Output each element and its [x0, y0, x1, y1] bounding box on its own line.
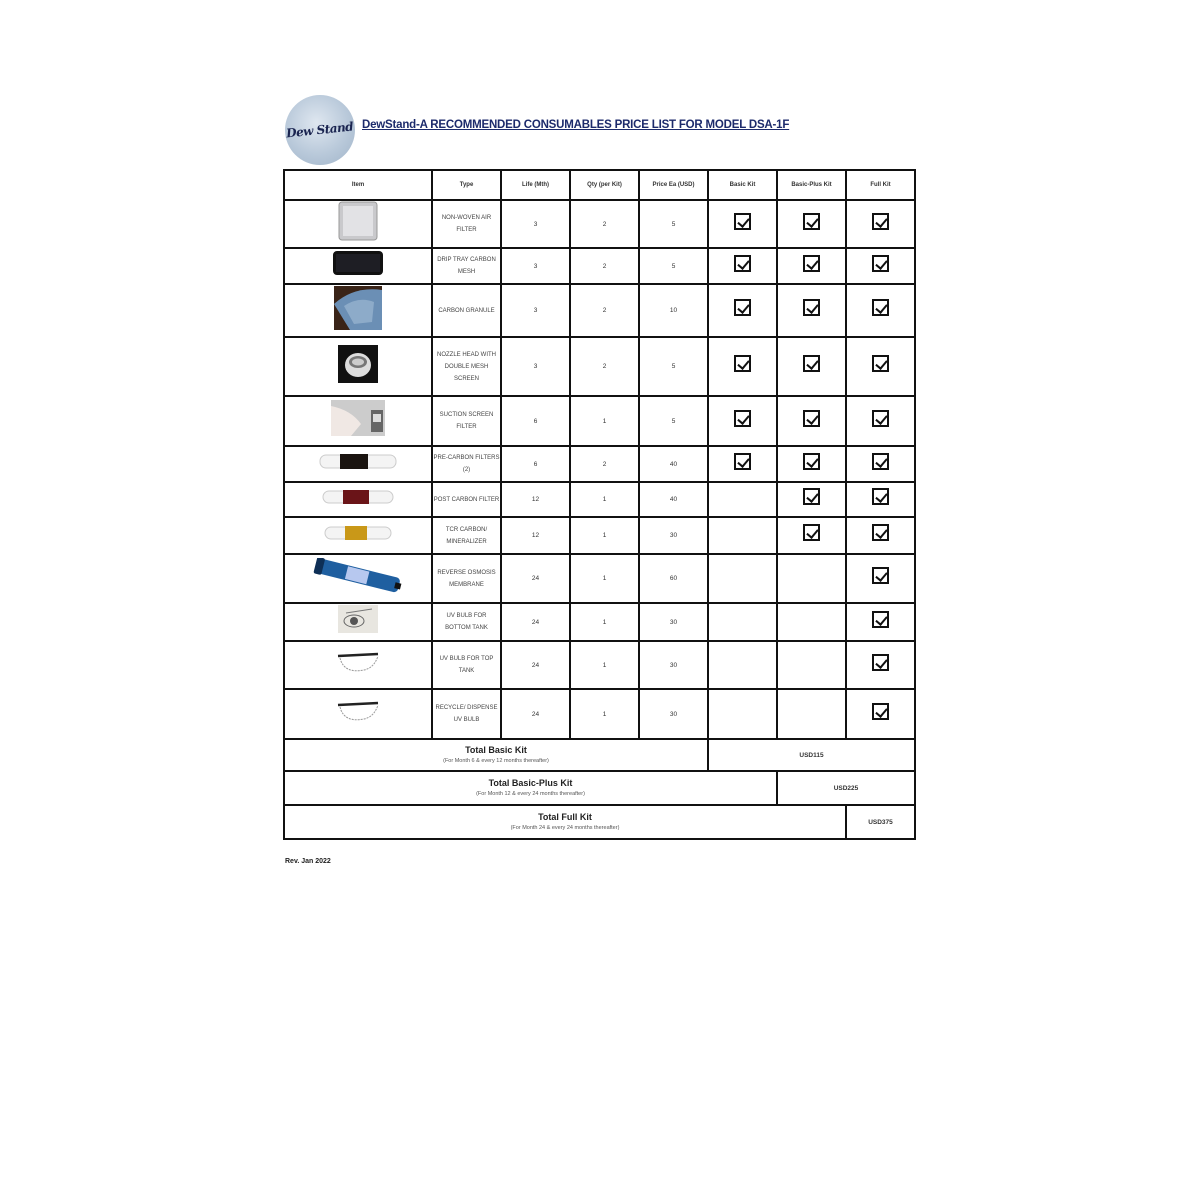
basic-kit-cell: [708, 689, 777, 739]
table-row: [284, 482, 915, 517]
full-kit-cell: [846, 689, 915, 739]
checkbox-checked-icon: [872, 611, 889, 628]
checkbox-checked-icon: [734, 453, 751, 470]
column-header-full-kit: Full Kit: [846, 170, 915, 200]
checkbox-checked-icon: [872, 255, 889, 272]
checkbox-checked-icon: [803, 453, 820, 470]
page-title: DewStand-A RECOMMENDED CONSUMABLES PRICE LIST FOR MODEL DSA-1F: [362, 119, 790, 131]
total-label-cell: [284, 771, 777, 805]
table-row: [284, 641, 915, 689]
ro-membrane-icon: [312, 558, 404, 600]
checkbox-checked-icon: [872, 453, 889, 470]
item-image-cell: [284, 446, 432, 482]
qty-cell: 1: [570, 554, 639, 603]
qty-cell: 2: [570, 446, 639, 482]
logo-text: Dew Stand: [285, 119, 355, 141]
full-kit-cell: [846, 482, 915, 517]
total-value: USD115: [708, 739, 915, 771]
uv-bulb-recycle-icon: [334, 697, 382, 731]
basic-kit-cell: [708, 517, 777, 554]
table-row: [284, 248, 915, 284]
basic-kit-cell: [708, 603, 777, 641]
item-image-cell: [284, 200, 432, 248]
full-kit-cell: [846, 337, 915, 396]
checkbox-checked-icon: [803, 488, 820, 505]
checkbox-checked-icon: [872, 654, 889, 671]
basic-plus-kit-cell: [777, 689, 846, 739]
nozzle-head-icon: [338, 345, 378, 389]
life-cell: 3: [501, 248, 570, 284]
suction-screen-icon: [331, 400, 385, 442]
checkbox-checked-icon: [734, 410, 751, 427]
type-cell: POST CARBON FILTER: [432, 482, 501, 517]
type-cell: PRE-CARBON FILTERS (2): [432, 446, 501, 482]
total-row: [284, 805, 915, 839]
basic-kit-cell: [708, 200, 777, 248]
checkbox-checked-icon: [803, 524, 820, 541]
item-image-cell: [284, 641, 432, 689]
basic-plus-kit-cell: [777, 482, 846, 517]
column-header-price: Price Ea (USD): [639, 170, 708, 200]
qty-cell: 1: [570, 603, 639, 641]
type-cell: RECYCLE/ DISPENSE UV BULB: [432, 689, 501, 739]
total-label: Total Basic-Plus Kit: [488, 778, 573, 788]
total-row: [284, 739, 915, 771]
full-kit-cell: [846, 396, 915, 446]
column-header-basic-plus-kit: Basic-Plus Kit: [777, 170, 846, 200]
life-cell: 3: [501, 284, 570, 337]
qty-cell: 1: [570, 689, 639, 739]
item-image-cell: [284, 337, 432, 396]
checkbox-checked-icon: [734, 355, 751, 372]
type-cell: CARBON GRANULE: [432, 284, 501, 337]
basic-plus-kit-cell: [777, 517, 846, 554]
price-cell: 5: [639, 337, 708, 396]
carbon-mesh-icon: [332, 250, 384, 282]
post-carbon-filter-icon: [321, 488, 395, 512]
price-cell: 5: [639, 396, 708, 446]
carbon-granule-icon: [334, 286, 382, 336]
checkbox-checked-icon: [872, 524, 889, 541]
total-label: Total Full Kit: [538, 812, 592, 822]
qty-cell: 1: [570, 396, 639, 446]
basic-plus-kit-cell: [777, 641, 846, 689]
full-kit-cell: [846, 517, 915, 554]
type-cell: UV BULB FOR BOTTOM TANK: [432, 603, 501, 641]
price-cell: 40: [639, 482, 708, 517]
checkbox-checked-icon: [872, 299, 889, 316]
checkbox-checked-icon: [872, 355, 889, 372]
qty-cell: 1: [570, 482, 639, 517]
checkbox-checked-icon: [803, 355, 820, 372]
total-value: USD375: [846, 805, 915, 839]
table-row: [284, 396, 915, 446]
life-cell: 24: [501, 554, 570, 603]
qty-cell: 2: [570, 337, 639, 396]
full-kit-cell: [846, 200, 915, 248]
table-row: [284, 337, 915, 396]
total-note: (For Month 12 & every 24 months thereafter): [476, 791, 585, 797]
table-row: [284, 554, 915, 603]
total-label-cell: [284, 739, 708, 771]
table-row: [284, 446, 915, 482]
total-label: Total Basic Kit: [465, 745, 527, 755]
checkbox-checked-icon: [872, 703, 889, 720]
price-cell: 30: [639, 689, 708, 739]
checkbox-checked-icon: [734, 213, 751, 230]
life-cell: 3: [501, 337, 570, 396]
basic-kit-cell: [708, 641, 777, 689]
table-row: [284, 200, 915, 248]
life-cell: 12: [501, 517, 570, 554]
qty-cell: 1: [570, 641, 639, 689]
checkbox-checked-icon: [872, 213, 889, 230]
air-filter-pad-icon: [338, 201, 378, 247]
basic-plus-kit-cell: [777, 603, 846, 641]
life-cell: 12: [501, 482, 570, 517]
full-kit-cell: [846, 248, 915, 284]
type-cell: TCR CARBON/ MINERALIZER: [432, 517, 501, 554]
dewstand-logo: [285, 95, 355, 165]
qty-cell: 1: [570, 517, 639, 554]
item-image-cell: [284, 554, 432, 603]
life-cell: 24: [501, 689, 570, 739]
total-row: [284, 771, 915, 805]
qty-cell: 2: [570, 200, 639, 248]
checkbox-checked-icon: [872, 567, 889, 584]
full-kit-cell: [846, 446, 915, 482]
column-header-item: Item: [284, 170, 432, 200]
total-note: (For Month 6 & every 12 months thereafter): [443, 758, 549, 764]
column-header-life: Life (Mth): [501, 170, 570, 200]
life-cell: 24: [501, 641, 570, 689]
basic-plus-kit-cell: [777, 446, 846, 482]
column-header-qty: Qty (per Kit): [570, 170, 639, 200]
price-cell: 10: [639, 284, 708, 337]
total-label-cell: [284, 805, 846, 839]
checkbox-checked-icon: [872, 488, 889, 505]
basic-kit-cell: [708, 396, 777, 446]
type-cell: SUCTION SCREEN FILTER: [432, 396, 501, 446]
pre-carbon-filter-icon: [318, 451, 398, 477]
price-cell: 30: [639, 603, 708, 641]
item-image-cell: [284, 482, 432, 517]
checkbox-checked-icon: [803, 213, 820, 230]
revision-note: Rev. Jan 2022: [285, 858, 331, 865]
table-row: [284, 284, 915, 337]
item-image-cell: [284, 284, 432, 337]
price-cell: 60: [639, 554, 708, 603]
table-row: [284, 603, 915, 641]
column-header-type: Type: [432, 170, 501, 200]
total-note: (For Month 24 & every 24 months thereafter): [510, 825, 620, 831]
item-image-cell: [284, 603, 432, 641]
table-row: [284, 689, 915, 739]
basic-plus-kit-cell: [777, 200, 846, 248]
uv-bulb-top-icon: [334, 648, 382, 682]
price-list-table: [283, 169, 916, 840]
basic-kit-cell: [708, 446, 777, 482]
qty-cell: 2: [570, 284, 639, 337]
full-kit-cell: [846, 603, 915, 641]
item-image-cell: [284, 689, 432, 739]
full-kit-cell: [846, 641, 915, 689]
basic-kit-cell: [708, 337, 777, 396]
basic-plus-kit-cell: [777, 284, 846, 337]
type-cell: REVERSE OSMOSIS MEMBRANE: [432, 554, 501, 603]
checkbox-checked-icon: [872, 410, 889, 427]
checkbox-checked-icon: [803, 410, 820, 427]
basic-plus-kit-cell: [777, 248, 846, 284]
basic-kit-cell: [708, 248, 777, 284]
uv-bulb-bottom-icon: [338, 605, 378, 639]
item-image-cell: [284, 248, 432, 284]
checkbox-checked-icon: [734, 299, 751, 316]
basic-kit-cell: [708, 554, 777, 603]
type-cell: UV BULB FOR TOP TANK: [432, 641, 501, 689]
basic-kit-cell: [708, 482, 777, 517]
basic-plus-kit-cell: [777, 554, 846, 603]
type-cell: NON-WOVEN AIR FILTER: [432, 200, 501, 248]
price-cell: 5: [639, 200, 708, 248]
checkbox-checked-icon: [734, 255, 751, 272]
table-row: [284, 517, 915, 554]
basic-kit-cell: [708, 284, 777, 337]
item-image-cell: [284, 517, 432, 554]
basic-plus-kit-cell: [777, 396, 846, 446]
qty-cell: 2: [570, 248, 639, 284]
checkbox-checked-icon: [803, 255, 820, 272]
total-value: USD225: [777, 771, 915, 805]
tcr-carbon-mineralizer-icon: [323, 524, 393, 548]
item-image-cell: [284, 396, 432, 446]
full-kit-cell: [846, 284, 915, 337]
price-cell: 5: [639, 248, 708, 284]
life-cell: 24: [501, 603, 570, 641]
life-cell: 6: [501, 396, 570, 446]
type-cell: NOZZLE HEAD WITH DOUBLE MESH SCREEN: [432, 337, 501, 396]
basic-plus-kit-cell: [777, 337, 846, 396]
price-cell: 30: [639, 517, 708, 554]
type-cell: DRIP TRAY CARBON MESH: [432, 248, 501, 284]
life-cell: 3: [501, 200, 570, 248]
checkbox-checked-icon: [803, 299, 820, 316]
table-header-row: [284, 170, 915, 200]
price-cell: 30: [639, 641, 708, 689]
life-cell: 6: [501, 446, 570, 482]
price-cell: 40: [639, 446, 708, 482]
column-header-basic-kit: Basic Kit: [708, 170, 777, 200]
full-kit-cell: [846, 554, 915, 603]
